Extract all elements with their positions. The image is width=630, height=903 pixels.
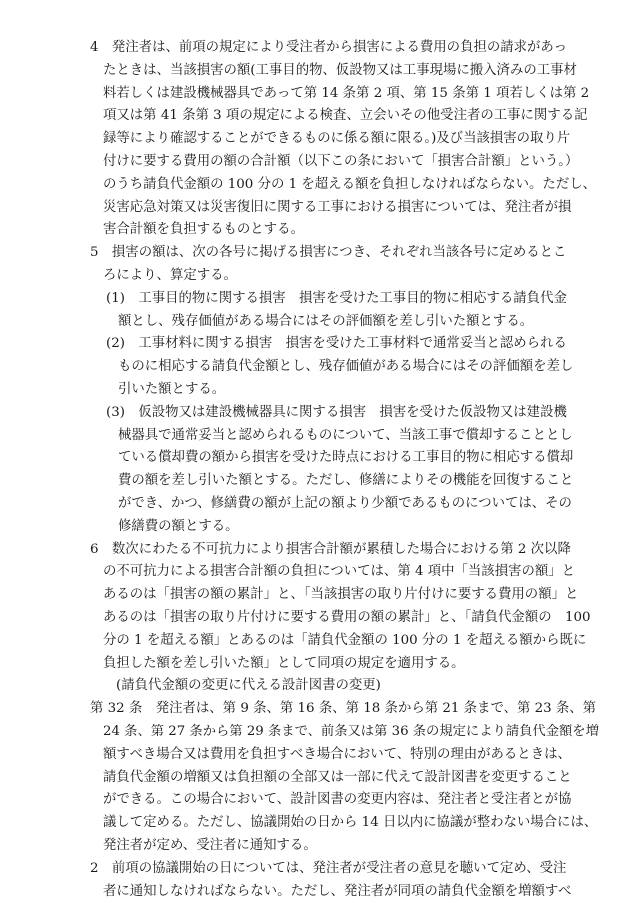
item-3-line-3: ている償却費の額から損害を受けた時点における工事目的物に相応する償却	[118, 450, 574, 466]
paragraph-4-line-9: 害合計額を負担するものとする。	[103, 222, 304, 238]
paragraph-5-line-1: 5 損害の額は、次の各号に掲げる損害につき、それぞれ当該各号に定めるとこ	[90, 245, 567, 261]
item-3-line-4: 費の額を差し引いた額とする。ただし、修繕によりその機能を回復すること	[118, 473, 574, 489]
article-32-line-7: 発注者が定め、受注者に通知する。	[103, 838, 317, 853]
paragraph-4-line-1: 4 発注者は、前項の規定により受注者から損害による費用の負担の請求があっ	[90, 40, 568, 55]
article-32-para-2-line-1: 2 前項の協議開始の日については、発注者が受注者の意見を聴いて定め、受注	[90, 860, 567, 876]
paragraph-6-line-5: 分の 1 を超える額」とあるのは「請負代金額の 100 分の 1 を超える額から既に	[103, 632, 587, 648]
paragraph-6-line-4: あるのは「損害の取り片付けに要する費用の額の累計」と、「請負代金額の 100	[103, 610, 591, 625]
item-2-line-2: ものに相応する請負代金額とし、残存価値がある場合にはその評価額を差し	[118, 359, 574, 375]
article-32-line-5: ができる。この場合において、設計図書の変更内容は、発注者と受注者とが協	[103, 792, 572, 808]
paragraph-4-line-8: 災害応急対策又は災害復旧に関する工事における損害については、発注者が損	[103, 199, 572, 215]
article-32-para-2-line-2: 者に通知しなければならない。ただし、発注者が同項の請負代金額を増額すべ	[103, 883, 572, 899]
paragraph-4-line-6: 付けに要する費用の額の合計額（以下この条において「損害合計額」という。）	[103, 154, 579, 169]
item-3-line-2: 械器具で通常妥当と認められるものについて、当該工事で償却することとし	[118, 427, 573, 443]
item-1-line-1: (1) 工事目的物に関する損害 損害を受けた工事目的物に相応する請負代金	[106, 290, 567, 306]
item-2-line-1: (2) 工事材料に関する損害 損害を受けた工事材料で通常妥当と認められる	[106, 336, 567, 352]
item-1-line-2: 額とし、残存価値がある場合にはその評価額を差し引いた額とする。	[118, 313, 534, 329]
paragraph-6-line-1: 6 数次にわたる不可抗力により損害合計額が累積した場合における第 2 次以降	[90, 541, 571, 557]
paragraph-4-line-7: のうち請負代金額の 100 分の 1 を超える額を負担しなければならない。ただし、	[103, 176, 596, 192]
paragraph-4-line-3: 料若しくは建設機械器具であって第 14 条第 2 項、第 15 条第 1 項若しくは第 2	[103, 85, 590, 101]
article-32-line-2: 24 条、第 27 条から第 29 条まで、前条又は第 36 条の規定により請負代金額を増	[103, 724, 599, 739]
item-3-line-5: ができ、かつ、修繕費の額が上記の額より少額であるものについては、その	[118, 496, 572, 511]
article-32-heading: (請負代金額の変更に代える設計図書の変更)	[116, 678, 381, 694]
paragraph-4-line-2: たときは、当該損害の額(工事目的物、仮設物又は工事現場に搬入済みの工事材	[103, 62, 577, 78]
article-32-line-1: 第 32 条 発注者は、第 9 条、第 16 条、第 18 条から第 21 条まで、第 23 条、第	[90, 701, 597, 717]
paragraph-4-line-5: 録等により確認することができるものに係る額に限る。)及び当該損害の取り片	[103, 131, 571, 147]
item-3-line-6: 修繕費の額とする。	[118, 518, 239, 534]
paragraph-6-line-6: 負担した額を差し引いた額」として同項の規定を適用する。	[103, 655, 465, 671]
paragraph-6-line-2: の不可抗力による損害合計額の負担については、第 4 項中「当該損害の額」と	[103, 564, 576, 580]
item-3-line-1: (3) 仮設物又は建設機械器具に関する損害 損害を受けた仮設物又は建設機	[106, 404, 567, 420]
article-32-line-4: 請負代金額の増額又は負担額の全部又は一部に代えて設計図書を変更すること	[103, 769, 572, 785]
paragraph-4-line-4: 項又は第 41 条第 3 項の規定による検査、立会いその他受注者の工事に関する記	[103, 108, 588, 124]
article-32-line-6: 議して定める。ただし、協議開始の日から 14 日以内に協議が整わない場合には、	[103, 815, 598, 831]
paragraph-5-line-2: ろにより、算定する。	[103, 268, 237, 283]
item-2-line-3: 引いた額とする。	[118, 382, 226, 397]
article-32-line-3: 額すべき場合又は費用を負担すべき場合において、特別の理由があるときは、	[103, 746, 571, 762]
paragraph-6-line-3: あるのは「損害の額の累計」と、「当該損害の取り片付けに要する費用の額」と	[103, 587, 579, 603]
